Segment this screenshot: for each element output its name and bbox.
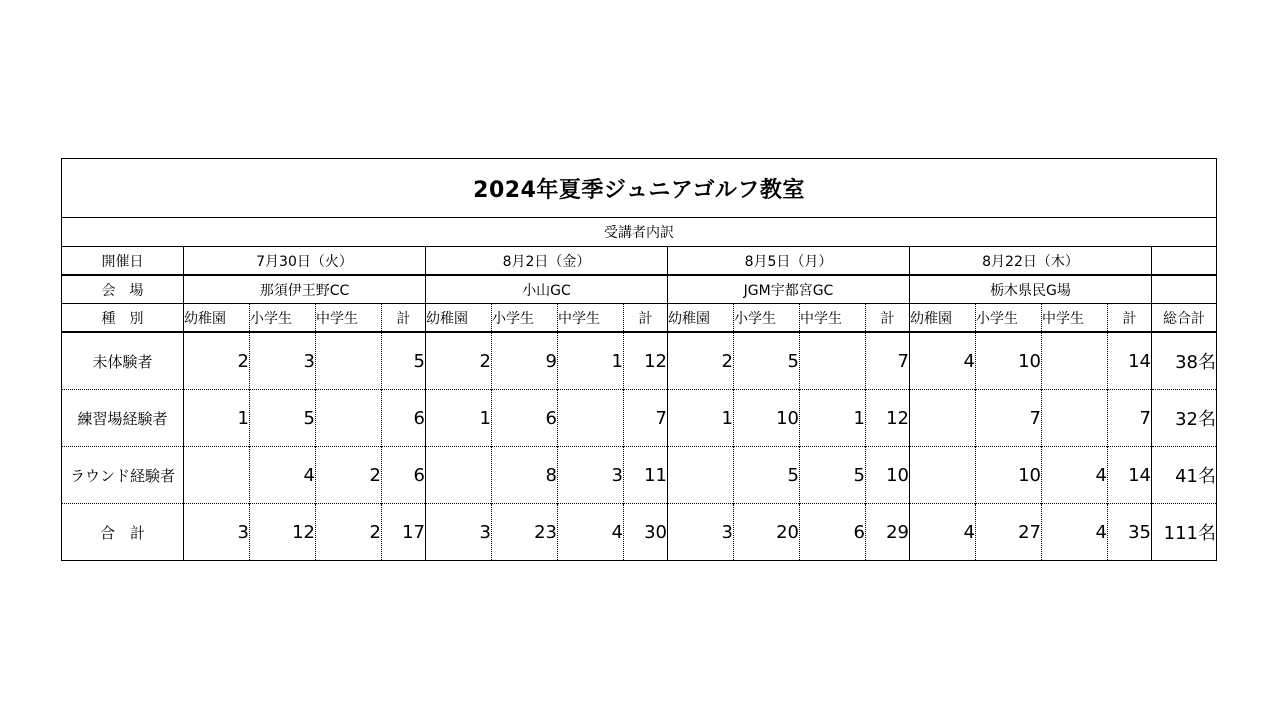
- count-cell: [910, 447, 976, 504]
- count-cell: 5: [800, 447, 866, 504]
- subcol-header: 計: [866, 304, 910, 333]
- date-label: 開催日: [62, 247, 184, 276]
- count-cell: [558, 390, 624, 447]
- subcol-header: 中学生: [800, 304, 866, 333]
- event-venue: 小山GC: [426, 275, 668, 304]
- count-cell: 10: [734, 390, 800, 447]
- subcol-header: 中学生: [1042, 304, 1108, 333]
- count-cell: 8: [492, 447, 558, 504]
- count-cell: 2: [184, 332, 250, 390]
- subtotal-cell: 7: [1108, 390, 1152, 447]
- count-cell: 7: [976, 390, 1042, 447]
- subcol-header: 幼稚園: [910, 304, 976, 333]
- count-cell: 3: [426, 504, 492, 561]
- subtotal-cell: 29: [866, 504, 910, 561]
- row-label: ラウンド経験者: [62, 447, 184, 504]
- count-cell: 1: [668, 390, 734, 447]
- subtotal-cell: 6: [382, 447, 426, 504]
- count-cell: [184, 447, 250, 504]
- count-cell: 1: [184, 390, 250, 447]
- subtotal-cell: 5: [382, 332, 426, 390]
- table-subtitle: 受講者内訳: [62, 218, 1217, 247]
- count-cell: 9: [492, 332, 558, 390]
- count-cell: 12: [250, 504, 316, 561]
- count-cell: [1042, 332, 1108, 390]
- count-cell: 1: [426, 390, 492, 447]
- row-label: 合 計: [62, 504, 184, 561]
- venue-row: [62, 275, 1217, 304]
- count-cell: 3: [250, 332, 316, 390]
- event-venue: 那須伊王野CC: [184, 275, 426, 304]
- venue-label: 会 場: [62, 275, 184, 304]
- count-cell: 5: [250, 390, 316, 447]
- subcol-header: 小学生: [976, 304, 1042, 333]
- count-cell: 2: [668, 332, 734, 390]
- event-venue: JGM宇都宮GC: [668, 275, 910, 304]
- table-row: [62, 332, 1217, 390]
- event-date: 7月30日（火）: [184, 247, 426, 276]
- subcol-header: 中学生: [316, 304, 382, 333]
- type-row: [62, 304, 1217, 333]
- grand-total-header: 総合計: [1152, 304, 1217, 333]
- grand-total-cell: 32名: [1152, 390, 1217, 447]
- grand-total-cell: 111名: [1152, 504, 1217, 561]
- grand-total-cell: 41名: [1152, 447, 1217, 504]
- subcol-header: 計: [382, 304, 426, 333]
- table-row: [62, 390, 1217, 447]
- event-date: 8月22日（木）: [910, 247, 1152, 276]
- table-title: 2024年夏季ジュニアゴルフ教室: [62, 159, 1217, 218]
- count-cell: [1042, 390, 1108, 447]
- subtotal-cell: 30: [624, 504, 668, 561]
- count-cell: 5: [734, 332, 800, 390]
- grand-total-cell: 38名: [1152, 332, 1217, 390]
- count-cell: [426, 447, 492, 504]
- subtotal-cell: 7: [624, 390, 668, 447]
- count-cell: 1: [558, 332, 624, 390]
- count-cell: 20: [734, 504, 800, 561]
- count-cell: 5: [734, 447, 800, 504]
- subcol-header: 幼稚園: [184, 304, 250, 333]
- count-cell: 2: [316, 504, 382, 561]
- count-cell: 2: [426, 332, 492, 390]
- count-cell: 3: [558, 447, 624, 504]
- count-cell: 6: [800, 504, 866, 561]
- subcol-header: 計: [624, 304, 668, 333]
- subtotal-cell: 35: [1108, 504, 1152, 561]
- count-cell: 23: [492, 504, 558, 561]
- event-date: 8月2日（金）: [426, 247, 668, 276]
- subcol-header: 中学生: [558, 304, 624, 333]
- subcol-header: 幼稚園: [426, 304, 492, 333]
- event-venue: 栃木県民G場: [910, 275, 1152, 304]
- grand-total-blank: [1152, 275, 1217, 304]
- count-cell: 4: [250, 447, 316, 504]
- table-row: [62, 504, 1217, 561]
- row-label: 練習場経験者: [62, 390, 184, 447]
- event-date: 8月5日（月）: [668, 247, 910, 276]
- count-cell: 10: [976, 447, 1042, 504]
- subcol-header: 小学生: [250, 304, 316, 333]
- count-cell: [668, 447, 734, 504]
- subcol-header: 小学生: [734, 304, 800, 333]
- count-cell: [910, 390, 976, 447]
- date-row: [62, 247, 1217, 276]
- subtotal-cell: 14: [1108, 447, 1152, 504]
- subcol-header: 幼稚園: [668, 304, 734, 333]
- subtotal-cell: 12: [624, 332, 668, 390]
- subcol-header: 計: [1108, 304, 1152, 333]
- count-cell: 4: [910, 332, 976, 390]
- count-cell: 4: [910, 504, 976, 561]
- count-cell: 27: [976, 504, 1042, 561]
- count-cell: 3: [184, 504, 250, 561]
- count-cell: 6: [492, 390, 558, 447]
- row-label: 未体験者: [62, 332, 184, 390]
- count-cell: [316, 332, 382, 390]
- count-cell: 3: [668, 504, 734, 561]
- subtotal-cell: 11: [624, 447, 668, 504]
- subcol-header: 小学生: [492, 304, 558, 333]
- type-label: 種 別: [62, 304, 184, 333]
- count-cell: 1: [800, 390, 866, 447]
- count-cell: 10: [976, 332, 1042, 390]
- participants-table: [61, 158, 1217, 561]
- count-cell: 2: [316, 447, 382, 504]
- count-cell: 4: [1042, 504, 1108, 561]
- subtotal-cell: 7: [866, 332, 910, 390]
- grand-total-blank: [1152, 247, 1217, 276]
- table-row: [62, 447, 1217, 504]
- count-cell: 4: [558, 504, 624, 561]
- count-cell: [316, 390, 382, 447]
- subtotal-cell: 12: [866, 390, 910, 447]
- subtotal-cell: 17: [382, 504, 426, 561]
- subtotal-cell: 14: [1108, 332, 1152, 390]
- subtotal-cell: 6: [382, 390, 426, 447]
- count-cell: 4: [1042, 447, 1108, 504]
- count-cell: [800, 332, 866, 390]
- subtotal-cell: 10: [866, 447, 910, 504]
